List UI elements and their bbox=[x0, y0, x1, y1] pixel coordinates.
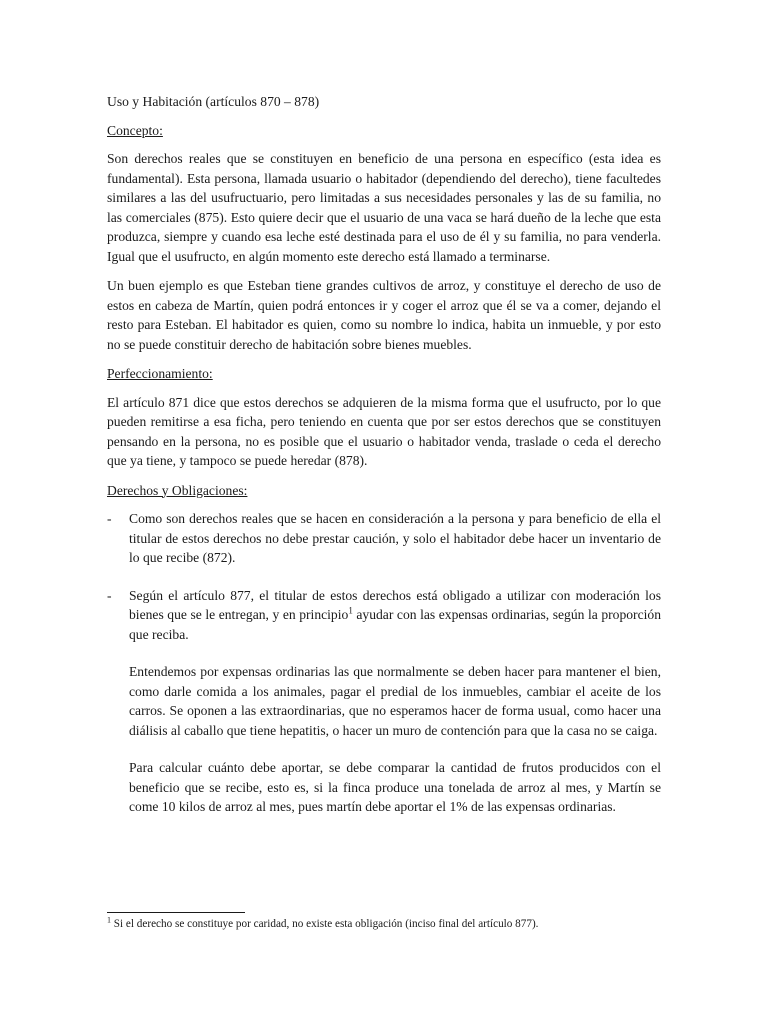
document-title: Uso y Habitación (artículos 870 – 878) bbox=[107, 94, 320, 109]
bullet-marker: - bbox=[107, 587, 112, 603]
list-item bbox=[107, 586, 661, 817]
document-body bbox=[107, 92, 661, 835]
bullet-marker: - bbox=[107, 511, 112, 526]
list-item-text-part: Según el artículo 877, el titular de estos derechos está obligado a utilizar con moderación los bienes que se le entregan, y en principio bbox=[129, 587, 661, 622]
footnote-text: Si el derecho se constituye por caridad, no existe esta obligación (inciso final del artículo 877). bbox=[111, 918, 539, 930]
section-heading-perfeccionamiento: Perfeccionamiento: bbox=[107, 366, 213, 381]
list-item-text bbox=[129, 586, 661, 645]
list-item-paragraph: Para calcular cuánto debe aportar, se debe comparar la cantidad de frutos producidos con el beneficio que se recibe, esto es, si la finca produce una tonelada de arroz al mes, y Martín se come 10 kilos de arroz al mes, pues martín debe aportar el 1% de las expensas ordinarias. bbox=[129, 760, 661, 814]
list-item-text-part: ayudar con las expensas ordinarias, según la proporción que reciba. bbox=[129, 607, 661, 642]
paragraph-perfeccionamiento-1: El artículo 871 dice que estos derechos se adquieren de la misma forma que el usufructo, por lo que pueden remitirse a esa ficha, pero teniendo en cuenta que por ser estos derechos que se constituyen pensando en la persona, no es posible que el usuario o habitador venda, traslade o ceda el derecho que ya tiene, y tampoco se puede heredar (878). bbox=[107, 394, 661, 468]
obligations-list bbox=[107, 509, 661, 817]
footnote-reference: 1 bbox=[348, 605, 353, 616]
section-heading-derechos: Derechos y Obligaciones: bbox=[107, 482, 248, 498]
list-item-paragraph: Entendemos por expensas ordinarias las que normalmente se deben hacer para mantener el bien, como darle comida a los animales, pagar el predial de los inmuebles, cambiar el aceite de los carros. Se oponen a las extraordinarias, que no esperamos hacer de forma usual, como hacer una diálisis al caballo que tiene hepatitis, o hacer un muro de contención para que la casa no se caiga. bbox=[129, 664, 661, 738]
footnote-mark: 1 bbox=[107, 915, 111, 925]
section-heading-concepto: Concepto: bbox=[107, 122, 163, 138]
paragraph-concepto-1: Son derechos reales que se constituyen en beneficio de una persona en específico (esta idea es fundamental). Esta persona, llamada usuario o habitador (dependiendo del derecho), tiene facultedes similares a las del usufructuario, pero limitadas a sus necesidades personales y las de su familia, no las comerciales (875). Esto quiere decir que el usuario de una vaca se hará dueño de la leche que esta produzca, siempre y cuando esa leche esté destinada para el uso de él y su familia, no para venderla. Igual que el usufructo, en algún momento este derecho está llamado a terminarse. bbox=[107, 151, 661, 264]
footnote bbox=[107, 917, 667, 932]
list-item bbox=[107, 509, 661, 568]
list-item-text: Como son derechos reales que se hacen en consideración a la persona y para beneficio de ella el titular de estos derechos no debe prestar caución, y solo el habitador debe hacer un inventario de lo que recibe (872). bbox=[129, 511, 661, 565]
footnote-separator bbox=[107, 912, 245, 913]
paragraph-concepto-2: Un buen ejemplo es que Esteban tiene grandes cultivos de arroz, y constituye el derecho de uso de estos en cabeza de Martín, quien podrá entonces ir y coger el arroz que él se va a comer, dejando el resto para Esteban. El habitador es quien, como su nombre lo indica, habita un inmueble, y por esto no se puede constituir derecho de habitación sobre bienes muebles. bbox=[107, 278, 661, 352]
